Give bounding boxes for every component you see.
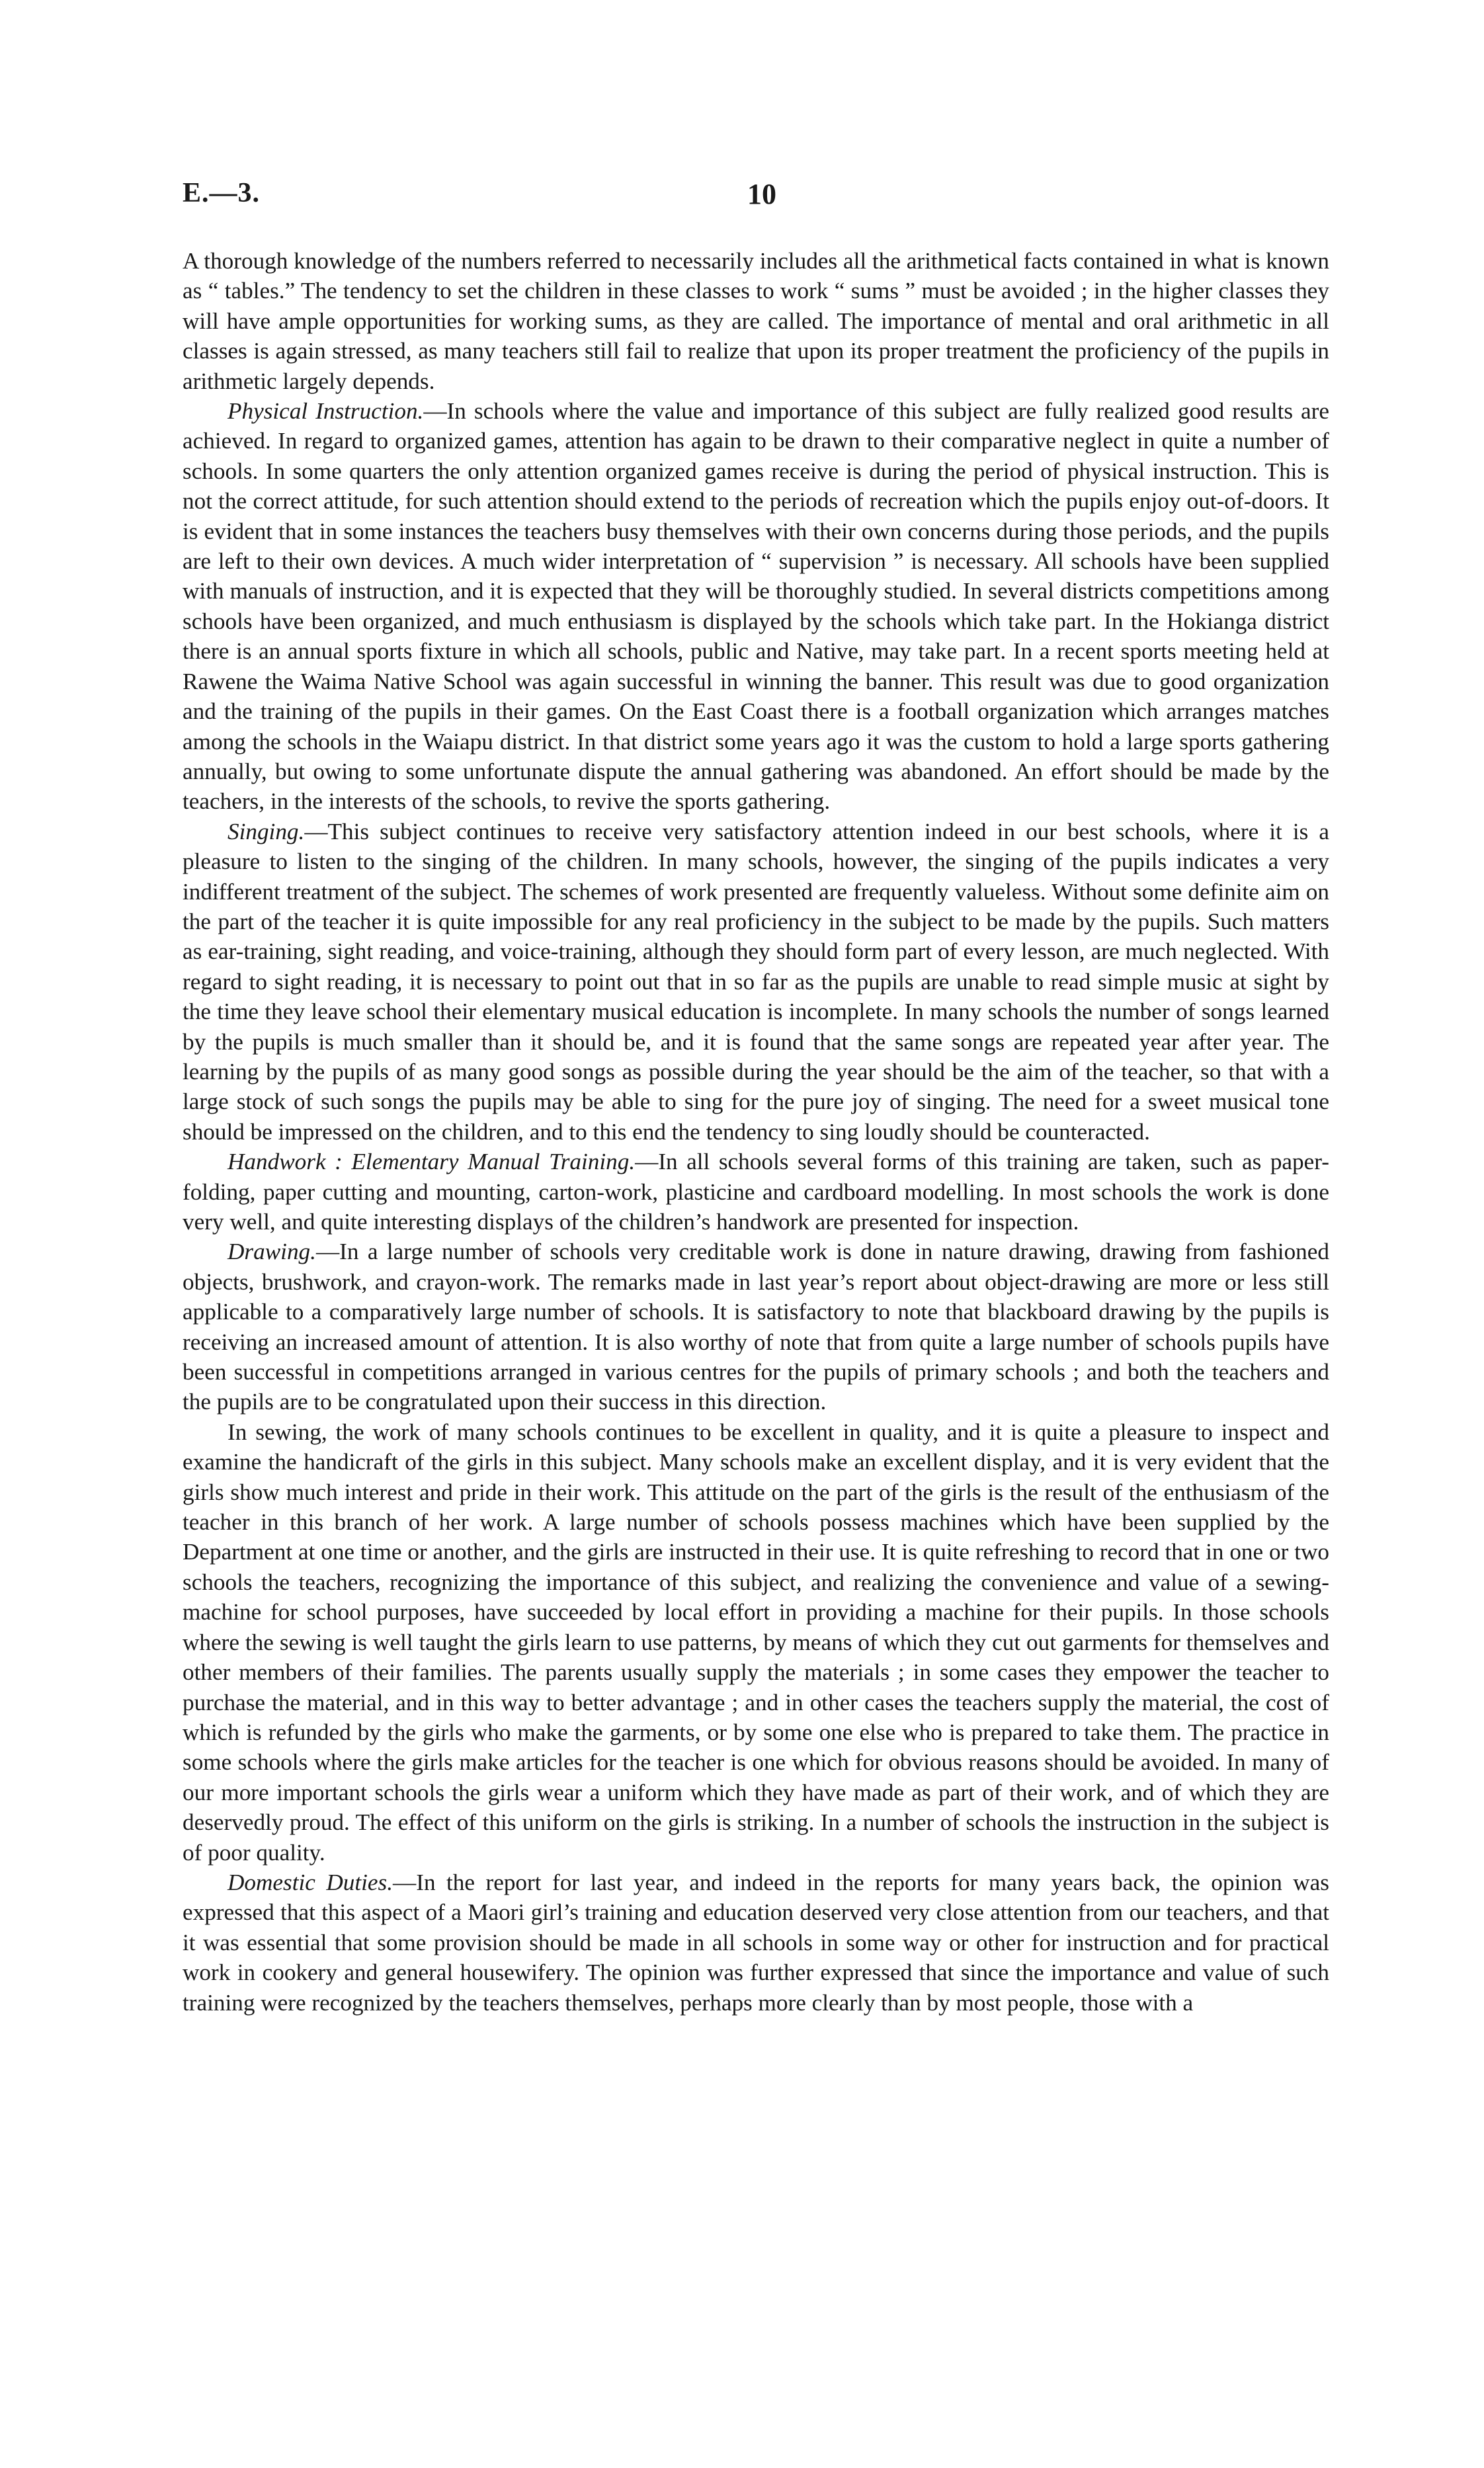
paragraph-text: —In schools where the value and importance of this subject are fully realized good results are achieved. In regard to organized games, attention has again to be drawn to their comparative neglect in quite a number of schools. In some quarters the only attention organized games receive is during the period of physical instruction. This is not the correct attitude, for such attention should extend to the periods of recreation which the pupils enjoy out-of-doors. It is evident that in some instances the teachers busy themselves with their own concerns during those periods, and the pupils are left to their own devices. A much wider interpretation of “ supervision ” is necessary. All schools have been supplied with manuals of instruction, and it is expected that they will be thoroughly studied. In several districts competitions among schools have been organized, and much enthusiasm is displayed by the schools which take part. In the Hokianga district there is an annual sports fixture in which all schools, public and Native, may take part. In a recent sports meeting held at Rawene the Waima Native School was again successful in winning the banner. This result was due to good organization and the training of the pupils in their games. On the East Coast there is a football organization which arranges matches among the schools in the Waiapu district. In that district some years ago it was the custom to hold a large sports gathering annually, but owing to some unfortunate dispute the annual gathering was abandoned. An effort should be made by the teachers, in the interests of the schools, to revive the sports gathering. — [183, 398, 1329, 815]
page-header — [183, 177, 1307, 217]
paragraph-text: —In the report for last year, and indeed in the reports for many years back, the opinion was expressed that this aspect of a Maori girl’s training and education deserved very close attention from our teachers, and that it was essential that some provision should be made in all schools in some way or other for instruction and for practical work in cookery and general housewifery. The opinion was further expressed that since the importance and value of such training were recognized by the teachers themselves, perhaps more clearly than by most people, those with a — [183, 1869, 1329, 2016]
paragraph-arithmetic — [183, 246, 1329, 396]
paragraph-text: —In a large number of schools very creditable work is done in nature drawing, drawing from fashioned objects, brushwork, and crayon-work. The remarks made in last year’s report about object-drawing are more or less still applicable to a comparatively large number of schools. It is satisfactory to note that blackboard drawing by the pupils is receiving an increased amount of attention. It is also worthy of note that from quite a large number of schools pupils have been successful in competitions arranged in various centres for the pupils of primary schools ; and both the teachers and the pupils are to be congratulated upon their success in this direction. — [183, 1239, 1329, 1415]
section-heading: Singing. — [227, 818, 305, 844]
paragraph-sewing — [183, 1417, 1329, 1868]
paragraph-text: A thorough knowledge of the numbers referred to necessarily includes all the arithmetical facts contained in what is known as “ tables.” The tendency to set the children in these classes to work “ sums ” must be avoided ; in the higher classes they will have ample opportunities for working sums, as they are called. The importance of mental and oral arithmetic in all classes is again stressed, as many teachers still fail to realize that upon its proper treatment the proficiency of the pupils in arithmetic largely depends. — [183, 248, 1329, 394]
paragraph-domestic-duties — [183, 1868, 1329, 2018]
paragraph-text: —In all schools several forms of this training are taken, such as paper-folding, paper cutting and mounting, carton-work, plasticine and cardboard modelling. In most schools the work is done very well, and quite interesting displays of the children’s handwork are presented for inspection. — [183, 1149, 1329, 1235]
document-reference: E.—3. — [183, 178, 261, 208]
section-heading: Handwork : Elementary Manual Training. — [227, 1149, 636, 1175]
paragraph-drawing — [183, 1237, 1329, 1417]
section-heading: Physical Instruction. — [227, 398, 424, 425]
section-heading: Domestic Duties. — [227, 1869, 393, 1895]
paragraph-singing — [183, 817, 1329, 1147]
section-heading: Drawing. — [227, 1239, 316, 1265]
page-number: 10 — [747, 178, 776, 210]
paragraph-text: In sewing, the work of many schools continues to be excellent in quality, and it is quite a pleasure to inspect and examine the handicraft of the girls in this subject. Many schools make an excellent display, and it is very evident that the girls show much interest and pride in their work. This attitude on the part of the girls is the result of the enthusiasm of the teacher in this branch of her work. A large number of schools possess machines which have been supplied by the Department at one time or another, and the girls are instructed in their use. It is quite refreshing to record that in one or two schools the teachers, recognizing the importance of this subject, and realizing the convenience and value of a sewing-machine for school purposes, have succeeded by local effort in providing a machine for their pupils. In those schools where the sewing is well taught the girls learn to use patterns, by means of which they cut out garments for themselves and other members of their families. The parents usually supply the materials ; in some cases they empower the teacher to purchase the material, and in this way to better advantage ; and in other cases the teachers supply the material, the cost of which is refunded by the girls who make the garments, or by some one else who is prepared to take them. The practice in some schools where the girls make articles for the teacher is one which for obvious reasons should be avoided. In many of our more important schools the girls wear a uniform which they have made as part of their work, and of which they are deservedly proud. The effect of this uniform on the girls is striking. In a number of schools the instruction in the subject is of poor quality. — [183, 1419, 1329, 1866]
paragraph-text: —This subject continues to receive very satisfactory attention indeed in our best schools, where it is a pleasure to listen to the singing of the children. In many schools, however, the singing of the pupils indicates a very indifferent treatment of the subject. The schemes of work presented are frequently valueless. Without some definite aim on the part of the teacher it is quite impossible for any real proficiency in the subject to be made by the pupils. Such matters as ear-training, sight reading, and voice-training, although they should form part of every lesson, are much neglected. With regard to sight reading, it is necessary to point out that in so far as the pupils are unable to read simple music at sight by the time they leave school their elementary musical education is incomplete. In many schools the number of songs learned by the pupils is much smaller than it should be, and it is found that the same songs are repeated year after year. The learning by the pupils of as many good songs as possible during the year should be the aim of the teacher, so that with a large stock of such songs the pupils may be able to sing for the pure joy of singing. The need for a sweet musical tone should be impressed on the children, and to this end the tendency to sing loudly should be counteracted. — [183, 818, 1329, 1145]
paragraph-physical-instruction — [183, 396, 1329, 817]
paragraph-handwork — [183, 1147, 1329, 1237]
body-text — [183, 246, 1329, 2018]
